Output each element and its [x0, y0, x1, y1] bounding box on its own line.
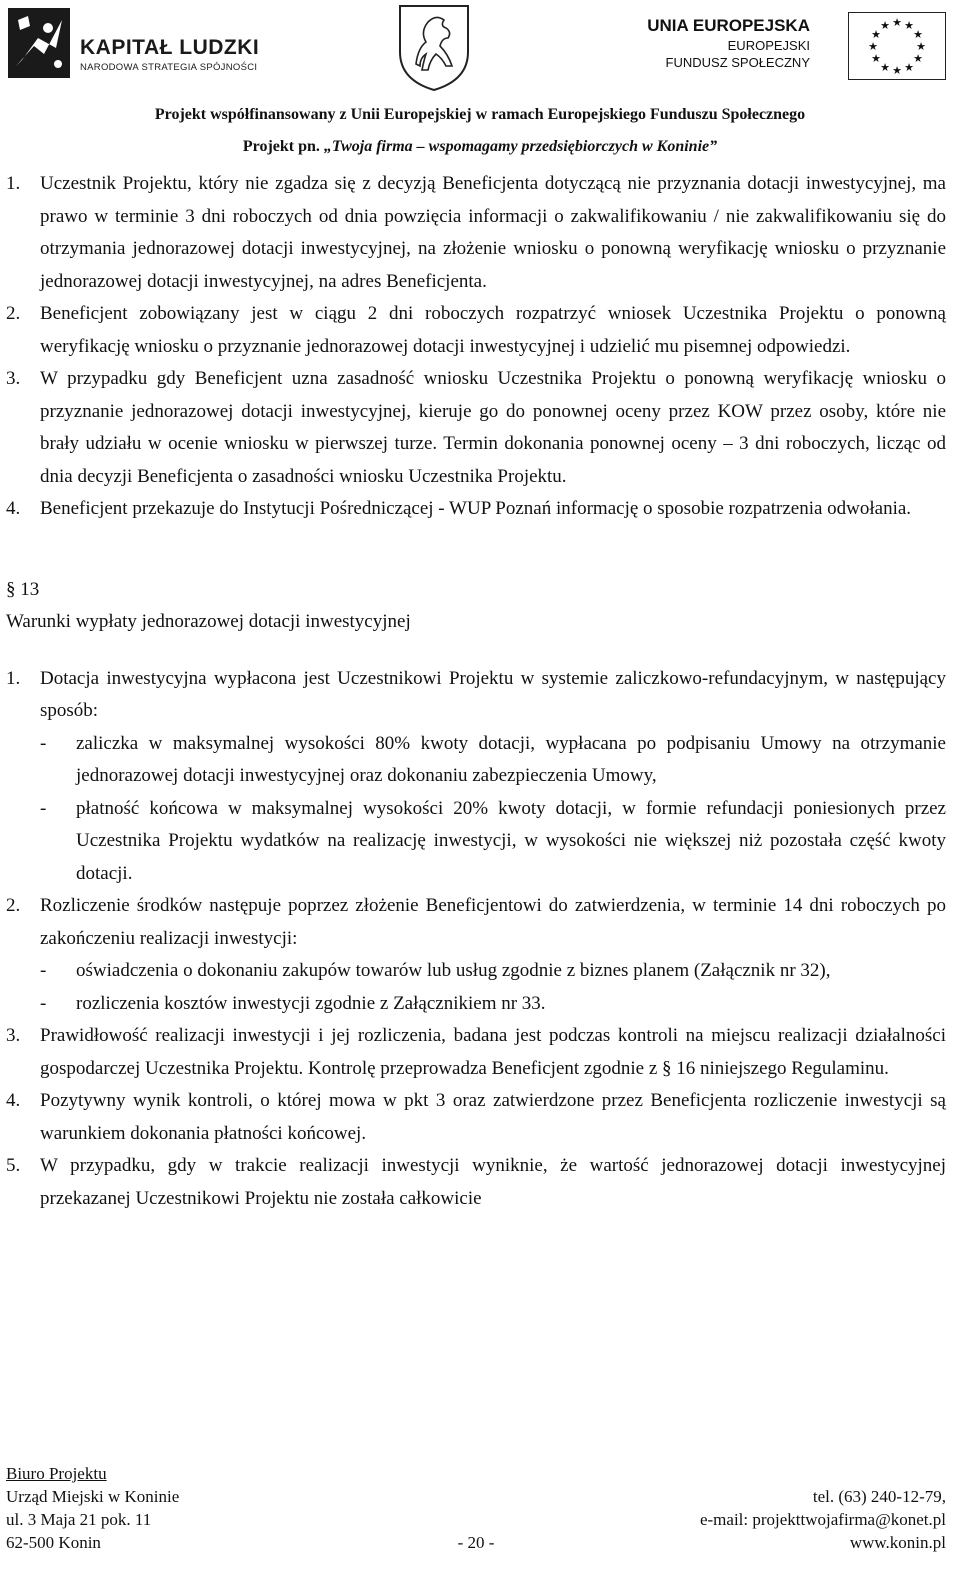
list-item	[6, 1020, 946, 1085]
item-number: 2.	[6, 303, 21, 324]
project-name: „Twoja firma – wspomagamy przedsiębiorczych w Koninie”	[323, 138, 718, 155]
page-header	[0, 0, 960, 155]
list-item	[6, 298, 946, 363]
section-12-list	[6, 168, 946, 526]
eu-line-1: UNIA EUROPEJSKA	[647, 16, 810, 35]
list-item	[6, 363, 946, 493]
project-name-line	[0, 138, 960, 156]
list-item	[6, 1150, 946, 1215]
item-number: 4.	[6, 1090, 21, 1111]
item-number: 3.	[6, 1025, 21, 1046]
item-text: Uczestnik Projektu, który nie zgadza się z decyzją Beneficjenta dotyczącą nie przyznania dotacji inwestycyjnej, ma prawo w terminie 3 dni roboczych od dnia powzięcia informacji o zakwalifikowaniu / nie zakwalifikowaniu się do otrzymania jednorazowej dotacji inwestycyjnej, na złożenie wniosku o ponowną weryfikację wniosku o przyznanie jednorazowej dotacji inwestycyjnej, na adres Beneficjenta.	[40, 173, 946, 292]
wielkopolska-horse-crest-icon	[396, 2, 472, 92]
item-number: 5.	[6, 1155, 21, 1176]
svg-text:★: ★	[904, 19, 914, 32]
document-body	[6, 168, 946, 1215]
item-text: Beneficjent zobowiązany jest w ciągu 2 dni roboczych rozpatrzyć wniosek Uczestnika Projektu o ponowną weryfikację wniosku o przyznanie jednorazowej dotacji inwestycyjnej i udzielić mu pisemnej odpowiedzi.	[40, 303, 946, 357]
dash-item: - oświadczenia o dokonaniu zakupów towarów lub usług zgodnie z biznes planem (Załącznik nr 32),	[40, 955, 946, 988]
footer-address-2: ul. 3 Maja 21 pok. 11	[6, 1510, 152, 1529]
svg-text:★: ★	[868, 40, 878, 53]
dash-text: zaliczka w maksymalnej wysokości 80% kwoty dotacji, wypłacana po podpisaniu Umowy na otrzymanie jednorazowej dotacji inwestycyjnej oraz dokonaniu zabezpieczenia Umowy,	[76, 732, 946, 786]
section-13-list	[6, 663, 946, 1216]
item-text: Dotacja inwestycyjna wypłacona jest Uczestnikowi Projektu w systemie zaliczkowo-refundacyjnym, w następujący sposób:	[40, 667, 946, 721]
item-number: 2.	[6, 895, 21, 916]
svg-text:★: ★	[871, 28, 881, 41]
item-number: 3.	[6, 368, 21, 389]
item-number: 4.	[6, 498, 21, 519]
dash-text: oświadczenia o dokonaniu zakupów towarów lub usług zgodnie z biznes planem (Załącznik nr 32),	[76, 960, 831, 981]
list-item	[6, 1085, 946, 1150]
footer-email: e-mail: projekttwojafirma@konet.pl	[699, 1510, 946, 1529]
item-text: Pozytywny wynik kontroli, o której mowa w pkt 3 oraz zatwierdzone przez Beneficjenta rozliczenie inwestycji są warunkiem dokonania płatności końcowej.	[40, 1090, 946, 1144]
page-number: - 20 -	[457, 1533, 495, 1552]
eu-line-3: FUNDUSZ SPOŁECZNY	[665, 55, 810, 70]
svg-text:★: ★	[913, 52, 923, 65]
footer-website: www.konin.pl	[849, 1533, 946, 1552]
page-footer	[6, 1462, 946, 1554]
svg-text:★: ★	[880, 19, 890, 32]
svg-text:★: ★	[913, 28, 923, 41]
svg-text:★: ★	[892, 16, 902, 29]
dash-item: - rozliczenia kosztów inwestycji zgodnie z Załącznikiem nr 33.	[40, 988, 946, 1021]
svg-text:★: ★	[904, 61, 914, 74]
section-title: Warunki wypłaty jednorazowej dotacji inwestycyjnej	[6, 611, 411, 632]
item-text: W przypadku, gdy w trakcie realizacji inwestycji wyniknie, że wartość jednorazowej dotacji inwestycyjnej przekazanej Uczestnikowi Projektu nie została całkowicie	[40, 1155, 946, 1209]
eu-flag-icon	[848, 12, 946, 80]
list-item	[6, 890, 946, 955]
footer-office: Biuro Projektu	[6, 1464, 107, 1483]
kapital-ludzki-title: KAPITAŁ LUDZKI	[80, 36, 260, 59]
kapital-ludzki-logo	[8, 8, 278, 78]
dash-text: rozliczenia kosztów inwestycji zgodnie z Załącznikiem nr 33.	[76, 992, 546, 1014]
list-item	[6, 663, 946, 728]
item-text: W przypadku gdy Beneficjent uzna zasadność wniosku Uczestnika Projektu o ponowną weryfikację wniosku o przyznanie jednorazowej dotacji inwestycyjnej, kieruje go do ponownej oceny przez KOW przez osoby, które nie brały udziału w ocenie wniosku w pierwszej turze. Termin dokonania ponownej oceny – 3 dni roboczych, licząc od dnia decyzji Beneficjenta o zasadności wniosku Uczestnika Projektu.	[40, 368, 946, 487]
dash-text: płatność końcowa w maksymalnej wysokości 20% kwoty dotacji, w formie refundacji poniesionych przez Uczestnika Projektu wydatków na realizację inwestycji, w wysokości nie większej niż pozostała część kwoty dotacji.	[76, 797, 946, 884]
footer-address-1: Urząd Miejski w Koninie	[6, 1487, 180, 1506]
footer-phone: tel. (63) 240-12-79,	[812, 1487, 946, 1506]
eu-line-2: EUROPEJSKI	[727, 38, 810, 53]
dash-item: - zaliczka w maksymalnej wysokości 80% kwoty dotacji, wypłacana po podpisaniu Umowy na otrzymanie jednorazowej dotacji inwestycyjnej oraz dokonaniu zabezpieczenia Umowy,	[40, 728, 946, 793]
footer-address-3: 62-500 Konin	[6, 1533, 101, 1552]
item-text: Rozliczenie środków następuje poprzez złożenie Beneficjentowi do zatwierdzenia, w terminie 14 dni roboczych po zakończeniu realizacji inwestycji:	[40, 895, 946, 949]
list-item	[6, 493, 946, 526]
cofinancing-statement: Projekt współfinansowany z Unii Europejskiej w ramach Europejskiego Funduszu Społecznego	[154, 106, 806, 123]
item-number: 1.	[6, 173, 21, 194]
svg-text:★: ★	[916, 40, 926, 53]
svg-text:★: ★	[880, 61, 890, 74]
item-text: Prawidłowość realizacji inwestycji i jej rozliczenia, badana jest podczas kontroli na miejscu realizacji działalności gospodarczej Uczestnika Projektu. Kontrolę przeprowadza Beneficjent zgodnie z § 16 niniejszego Regulaminu.	[40, 1025, 946, 1079]
kapital-ludzki-subtitle: NARODOWA STRATEGIA SPÓJNOŚCI	[80, 62, 258, 73]
list-item	[6, 168, 946, 298]
project-prefix: Projekt pn.	[242, 138, 324, 155]
svg-text:★: ★	[871, 52, 881, 65]
section-number: § 13	[6, 578, 40, 600]
item-text: Beneficjent przekazuje do Instytucji Pośredniczącej - WUP Poznań informację o sposobie rozpatrzenia odwołania.	[40, 498, 912, 519]
eu-social-fund-logo	[647, 10, 950, 80]
item-number: 1.	[6, 667, 21, 689]
svg-text:★: ★	[892, 64, 902, 77]
kapital-ludzki-emblem-icon	[8, 8, 70, 78]
dash-item: - płatność końcowa w maksymalnej wysokości 20% kwoty dotacji, w formie refundacji poniesionych przez Uczestnika Projektu wydatków na realizację inwestycji, w wysokości nie większej niż pozostała część kwoty dotacji.	[40, 793, 946, 891]
